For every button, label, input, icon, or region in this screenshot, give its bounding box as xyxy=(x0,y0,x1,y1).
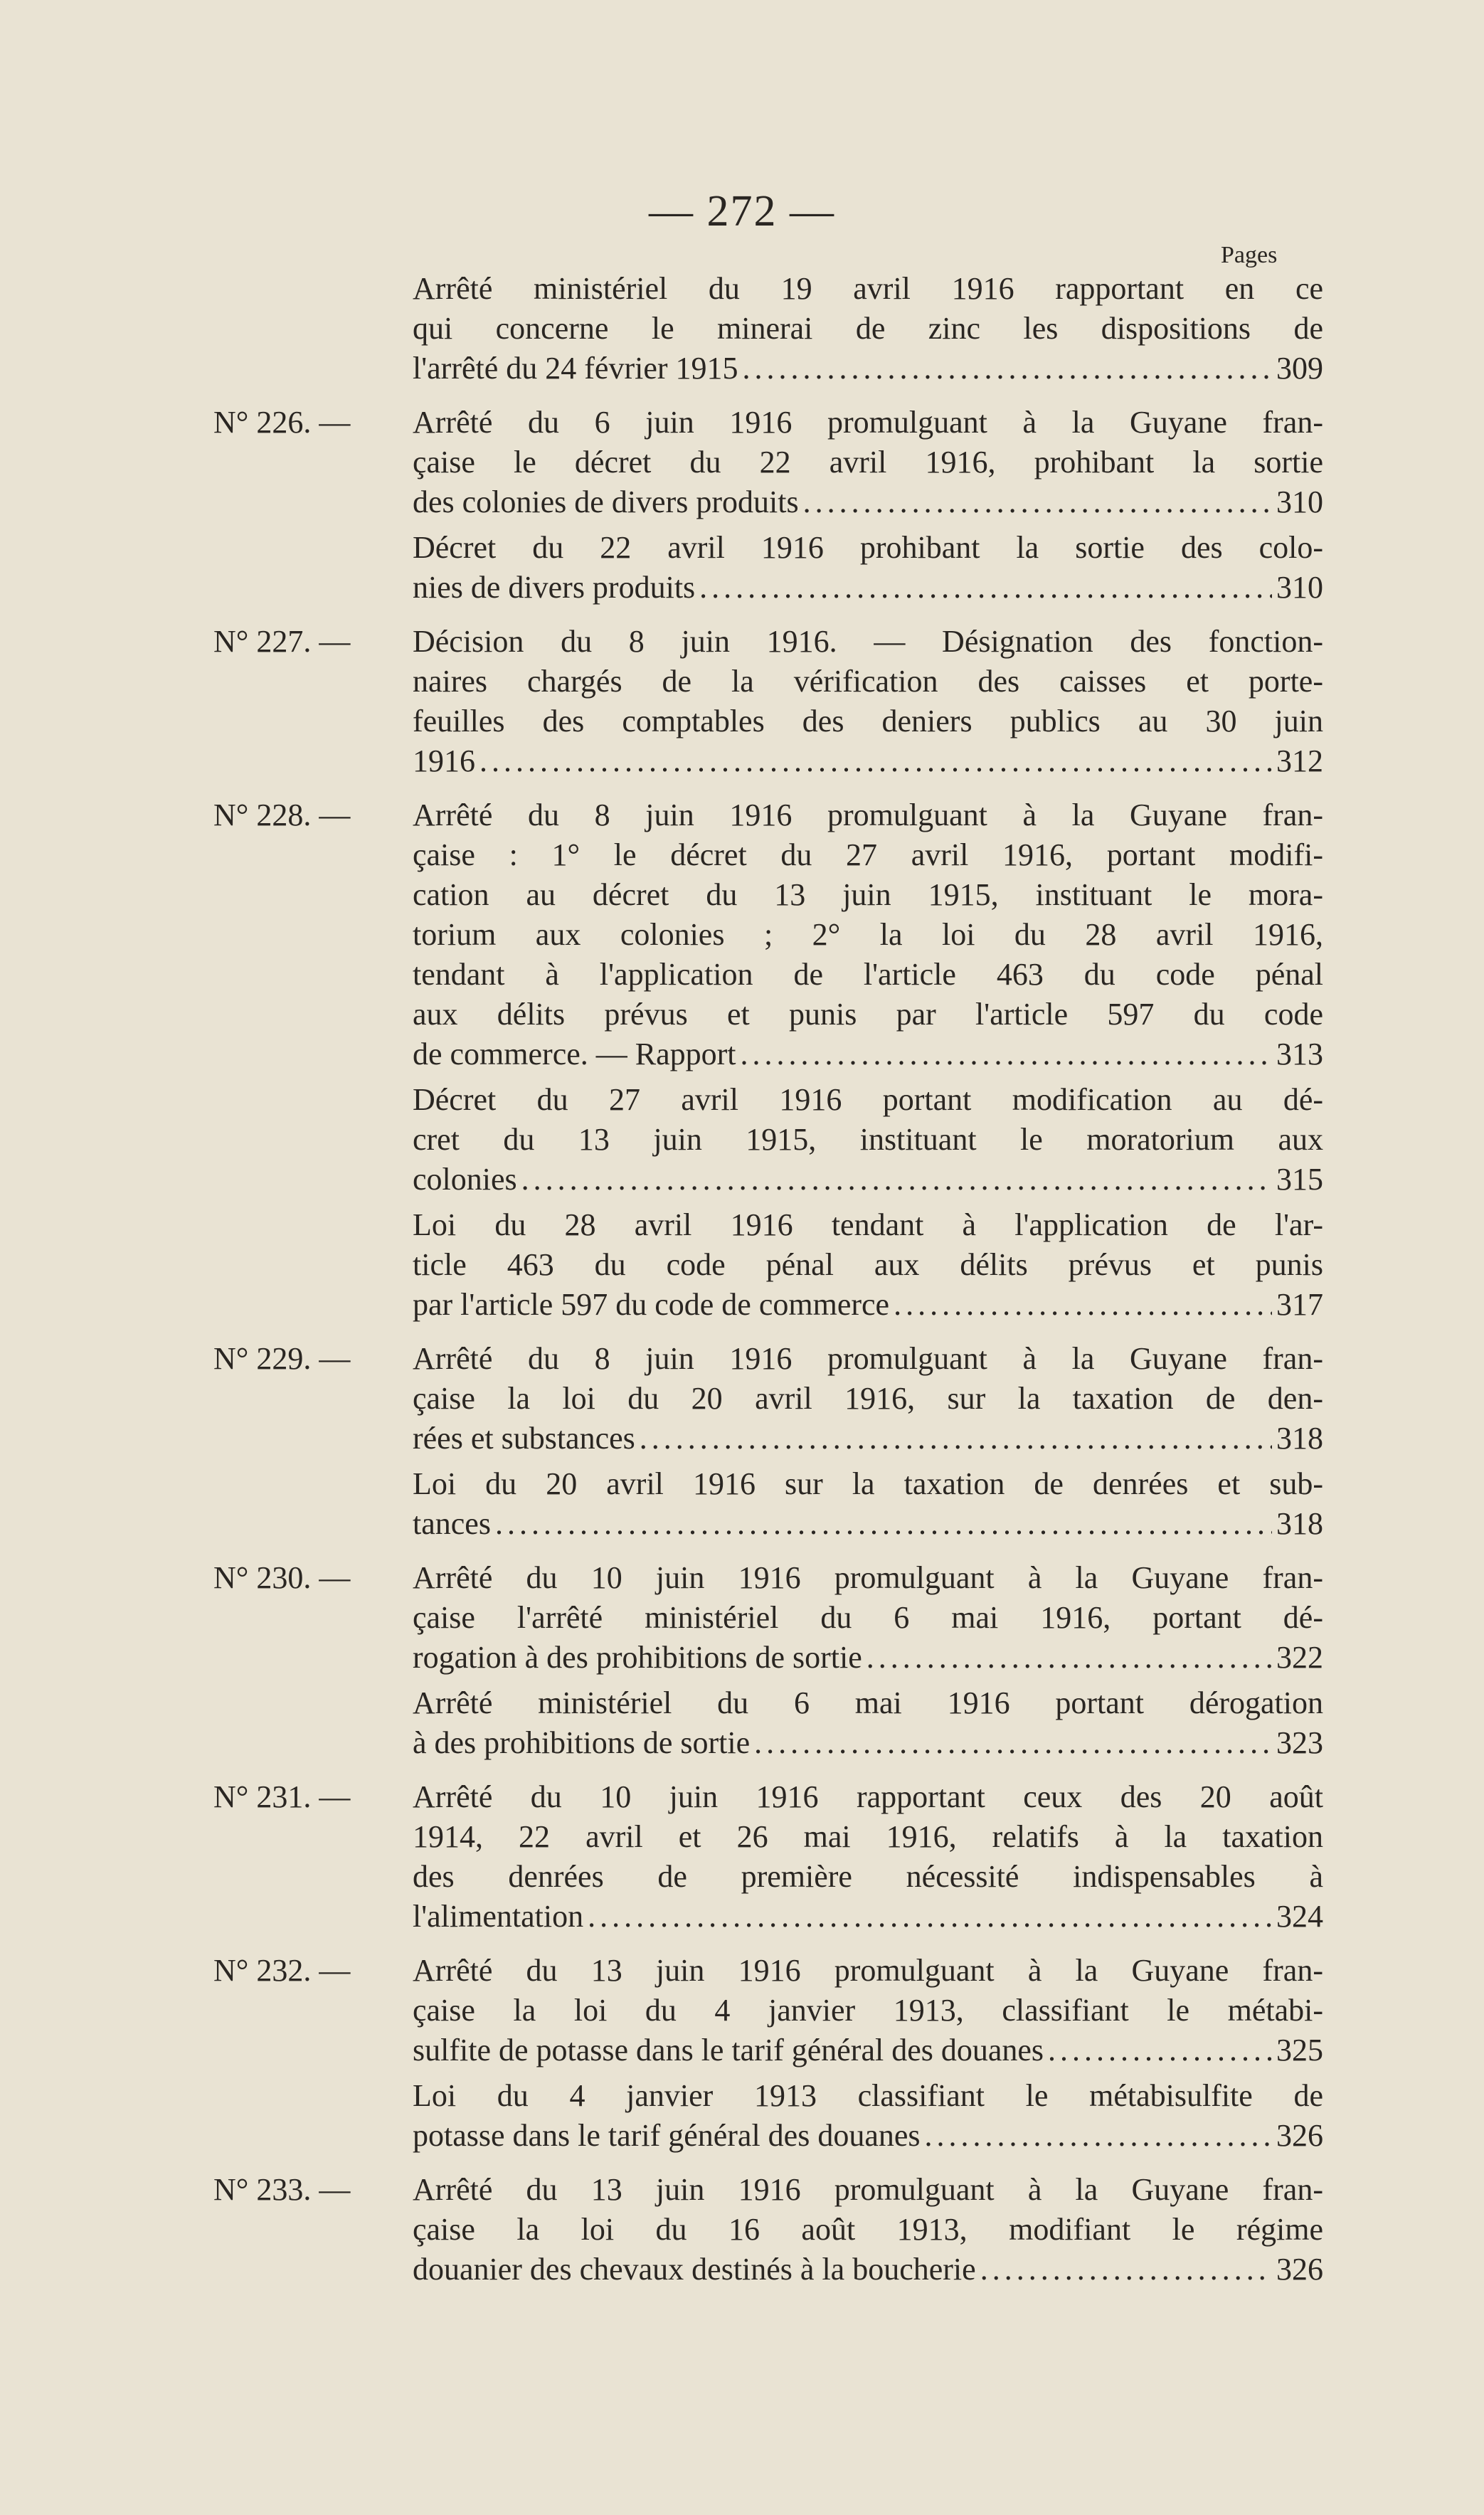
entry-page-number: 323 xyxy=(1276,1725,1323,1760)
dot-leader xyxy=(754,1723,1272,1763)
entry-number: N° 227. — xyxy=(213,624,351,659)
pages-column-label: Pages xyxy=(1221,242,1278,268)
entry-text xyxy=(413,1464,1323,1544)
entry-last-text: l'arrêté du 24 février 1915 xyxy=(413,351,738,386)
entry-line: çaise la loi du 16 août 1913, modifiant le régime xyxy=(413,2212,1323,2247)
dot-leader xyxy=(743,349,1272,388)
entry-last-line xyxy=(413,349,1323,388)
entry-page-number: 317 xyxy=(1276,1287,1323,1322)
dot-leader xyxy=(1048,2030,1272,2070)
dot-leader xyxy=(803,482,1272,522)
toc-entry xyxy=(213,2170,1323,2289)
entry-text xyxy=(413,795,1323,1074)
entry-line: Décision du 8 juin 1916. — Désignation des fonction- xyxy=(413,624,1323,659)
toc-entry xyxy=(213,1558,1323,1678)
entry-text xyxy=(413,1558,1323,1678)
dot-leader xyxy=(588,1897,1272,1937)
entry-text xyxy=(413,1080,1323,1200)
entry-line: Arrêté du 13 juin 1916 promulguant à la Guyane fran- xyxy=(413,1953,1323,1988)
dot-leader xyxy=(479,741,1272,781)
entry-line: cation au décret du 13 juin 1915, instituant le mora- xyxy=(413,877,1323,912)
entry-number: N° 229. — xyxy=(213,1341,351,1376)
table-of-contents xyxy=(213,269,1323,2289)
toc-entry xyxy=(213,1464,1323,1544)
entry-last-text: rées et substances xyxy=(413,1421,635,1456)
entry-last-text: sulfite de potasse dans le tarif général des douanes xyxy=(413,2033,1044,2067)
entry-number: N° 233. — xyxy=(213,2172,351,2207)
entry-line: aux délits prévus et punis par l'article 597 du code xyxy=(413,997,1323,1032)
entry-line: cret du 13 juin 1915, instituant le moratorium aux xyxy=(413,1122,1323,1157)
entry-line: ticle 463 du code pénal aux délits prévus et punis xyxy=(413,1247,1323,1282)
entry-last-line xyxy=(413,1723,1323,1763)
entry-text xyxy=(413,1951,1323,2070)
entry-last-line xyxy=(413,2030,1323,2070)
entry-last-line xyxy=(413,482,1323,522)
toc-entry xyxy=(213,622,1323,781)
entry-line: Loi du 4 janvier 1913 classifiant le métabisulfite de xyxy=(413,2078,1323,2113)
toc-entry xyxy=(213,1205,1323,1325)
entry-last-line xyxy=(413,1638,1323,1678)
page-number: — 272 — xyxy=(649,187,835,235)
entry-line: feuilles des comptables des deniers publics au 30 juin xyxy=(413,704,1323,738)
entry-line: Arrêté du 10 juin 1916 rapportant ceux des 20 août xyxy=(413,1779,1323,1814)
entry-line: Arrêté ministériel du 6 mai 1916 portant dérogation xyxy=(413,1685,1323,1720)
entry-line: Arrêté du 6 juin 1916 promulguant à la Guyane fran- xyxy=(413,405,1323,440)
entry-line: çaise la loi du 20 avril 1916, sur la taxation de den- xyxy=(413,1381,1323,1416)
entry-last-text: des colonies de divers produits xyxy=(413,485,799,519)
entry-line: 1914, 22 avril et 26 mai 1916, relatifs à la taxation xyxy=(413,1819,1323,1854)
entry-number: N° 231. — xyxy=(213,1779,351,1814)
entry-last-line xyxy=(413,1504,1323,1544)
entry-text xyxy=(413,528,1323,608)
entry-text xyxy=(413,403,1323,522)
entry-last-line xyxy=(413,741,1323,781)
entry-last-line xyxy=(413,1160,1323,1200)
entry-page-number: 309 xyxy=(1276,351,1323,386)
entry-last-text: tances xyxy=(413,1506,491,1541)
entry-line: Arrêté du 8 juin 1916 promulguant à la Guyane fran- xyxy=(413,1341,1323,1376)
entry-last-text: à des prohibitions de sortie xyxy=(413,1725,751,1760)
toc-entry xyxy=(213,1951,1323,2070)
dot-leader xyxy=(699,568,1272,608)
entry-page-number: 310 xyxy=(1276,485,1323,519)
entry-number: N° 230. — xyxy=(213,1560,351,1595)
entry-line: Arrêté du 8 juin 1916 promulguant à la Guyane fran- xyxy=(413,798,1323,832)
entry-text xyxy=(413,1683,1323,1763)
entry-last-line xyxy=(413,1419,1323,1458)
toc-entry xyxy=(213,2076,1323,2156)
entry-page-number: 315 xyxy=(1276,1162,1323,1197)
entry-number: N° 232. — xyxy=(213,1953,351,1988)
entry-line: çaise : 1° le décret du 27 avril 1916, portant modifi- xyxy=(413,837,1323,872)
entry-last-line xyxy=(413,2250,1323,2289)
entry-last-text: 1916 xyxy=(413,743,475,778)
entry-line: Loi du 20 avril 1916 sur la taxation de denrées et sub- xyxy=(413,1466,1323,1501)
entry-text xyxy=(413,1777,1323,1937)
entry-line: Décret du 22 avril 1916 prohibant la sortie des colo- xyxy=(413,530,1323,565)
entry-page-number: 325 xyxy=(1276,2033,1323,2067)
entry-page-number: 310 xyxy=(1276,570,1323,605)
entry-last-line xyxy=(413,568,1323,608)
entry-line: çaise le décret du 22 avril 1916, prohibant la sortie xyxy=(413,445,1323,480)
dot-leader xyxy=(894,1285,1272,1325)
dot-leader xyxy=(980,2250,1272,2289)
entry-last-text: colonies xyxy=(413,1162,517,1197)
entry-line: Arrêté du 13 juin 1916 promulguant à la Guyane fran- xyxy=(413,2172,1323,2207)
entry-line: qui concerne le minerai de zinc les dispositions de xyxy=(413,311,1323,346)
entry-last-text: douanier des chevaux destinés à la boucherie xyxy=(413,2252,976,2287)
dot-leader xyxy=(741,1034,1272,1074)
toc-entry xyxy=(213,795,1323,1074)
entry-last-line xyxy=(413,2116,1323,2156)
toc-entry xyxy=(213,528,1323,608)
entry-page-number: 326 xyxy=(1276,2252,1323,2287)
entry-line: Arrêté du 10 juin 1916 promulguant à la Guyane fran- xyxy=(413,1560,1323,1595)
entry-last-text: nies de divers produits xyxy=(413,570,696,605)
entry-line: torium aux colonies ; 2° la loi du 28 avril 1916, xyxy=(413,917,1323,952)
entry-last-line xyxy=(413,1285,1323,1325)
entry-number: N° 226. — xyxy=(213,405,351,440)
entry-page-number: 313 xyxy=(1276,1037,1323,1071)
entry-line: Décret du 27 avril 1916 portant modification au dé- xyxy=(413,1082,1323,1117)
entry-line: des denrées de première nécessité indispensables à xyxy=(413,1859,1323,1894)
entry-page-number: 312 xyxy=(1276,743,1323,778)
entry-page-number: 318 xyxy=(1276,1421,1323,1456)
entry-text xyxy=(413,269,1323,388)
entry-line: çaise la loi du 4 janvier 1913, classifiant le métabi- xyxy=(413,1993,1323,2028)
toc-entry xyxy=(213,403,1323,522)
entry-page-number: 326 xyxy=(1276,2118,1323,2153)
dot-leader xyxy=(495,1504,1272,1544)
toc-entry xyxy=(213,1777,1323,1937)
entry-last-text: rogation à des prohibitions de sortie xyxy=(413,1640,862,1675)
dot-leader xyxy=(866,1638,1272,1678)
entry-line: naires chargés de la vérification des caisses et porte- xyxy=(413,664,1323,699)
entry-last-text: l'alimentation xyxy=(413,1899,584,1934)
entry-page-number: 322 xyxy=(1276,1640,1323,1675)
toc-entry xyxy=(213,1080,1323,1200)
entry-line: Loi du 28 avril 1916 tendant à l'application de l'ar- xyxy=(413,1207,1323,1242)
entry-text xyxy=(413,1339,1323,1458)
entry-line: Arrêté ministériel du 19 avril 1916 rapportant en ce xyxy=(413,271,1323,306)
dot-leader xyxy=(925,2116,1272,2156)
entry-last-text: de commerce. — Rapport xyxy=(413,1037,736,1071)
toc-entry xyxy=(213,269,1323,388)
entry-text xyxy=(413,2076,1323,2156)
entry-page-number: 318 xyxy=(1276,1506,1323,1541)
dot-leader xyxy=(521,1160,1272,1200)
entry-last-text: potasse dans le tarif général des douanes xyxy=(413,2118,921,2153)
entry-number: N° 228. — xyxy=(213,798,351,832)
entry-line: tendant à l'application de l'article 463 du code pénal xyxy=(413,957,1323,992)
entry-last-text: par l'article 597 du code de commerce xyxy=(413,1287,890,1322)
entry-page-number: 324 xyxy=(1276,1899,1323,1934)
entry-text xyxy=(413,1205,1323,1325)
entry-last-line xyxy=(413,1897,1323,1937)
dot-leader xyxy=(640,1419,1272,1458)
entry-text xyxy=(413,622,1323,781)
entry-last-line xyxy=(413,1034,1323,1074)
toc-entry xyxy=(213,1683,1323,1763)
entry-text xyxy=(413,2170,1323,2289)
entry-line: çaise l'arrêté ministériel du 6 mai 1916, portant dé- xyxy=(413,1600,1323,1635)
toc-entry xyxy=(213,1339,1323,1458)
